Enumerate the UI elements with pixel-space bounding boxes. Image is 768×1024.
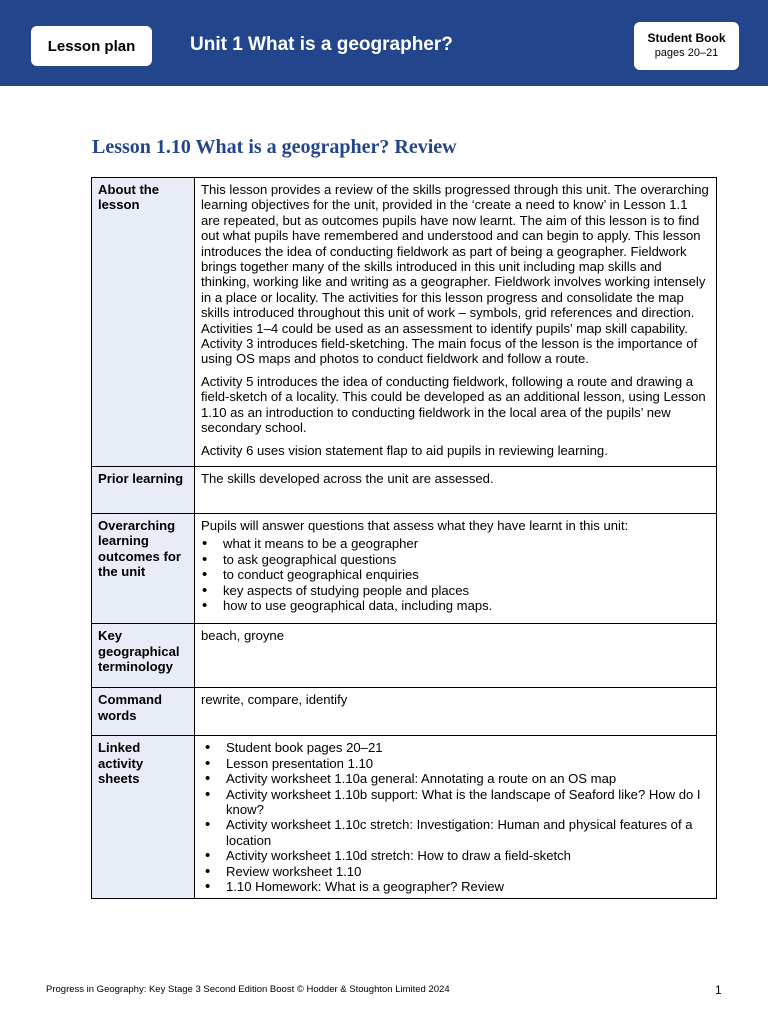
command-words-text: rewrite, compare, identify xyxy=(195,688,717,736)
list-item: • Student book pages 20–21 xyxy=(226,740,710,755)
list-item: • Activity worksheet 1.10d stretch: How to draw a field-sketch xyxy=(226,848,710,863)
list-item: • to ask geographical questions xyxy=(223,552,710,567)
outcomes-list xyxy=(201,536,710,613)
outcomes-intro: Pupils will answer questions that assess what they have learnt in this unit: xyxy=(201,517,629,533)
about-paragraph: Activity 5 introduces the idea of conducting fieldwork, following a route and drawing a field-sketch of a locality. This could be developed as an additional lesson, using Lesson 1.10 as an introduction to conducting fieldwork in the local area of the pupils’ new secondary school. xyxy=(201,373,706,436)
about-paragraph: Activity 6 uses vision statement flap to aid pupils in reviewing learning. xyxy=(201,442,608,458)
list-item: • how to use geographical data, including maps. xyxy=(223,598,710,613)
table-row-prior xyxy=(92,466,717,513)
list-item: • to conduct geographical enquiries xyxy=(223,567,710,582)
table-row-outcomes xyxy=(92,513,717,623)
list-item: • what it means to be a geographer xyxy=(223,536,710,551)
about-paragraph: This lesson provides a review of the skills progressed through this unit. The overarching learning objectives for the unit, provided in the ‘create a need to know’ in Lesson 1.1 are repeated, but as outcomes pupils have now learnt. The aim of this lesson is to find out what pupils have remembered and understood and can begin to apply. This lesson introduces the idea of conducting fieldwork as part of being a geographer. Fieldwork brings together many of the skills introduced in this unit including map skills and thinking, working like and writing as a geographer. Fieldwork involves working intensely in a place or locality. The activities for this lesson progress and consolidate the map skills introduced throughout this unit of work – symbols, grid references and direction. Activities 1–4 could be used as an assessment to identify pupils’ map skill capability. Activity 3 introduces field-sketching. The main focus of the lesson is the importance of using OS maps and photos to conduct fieldwork and follow a route. xyxy=(201,182,709,367)
header-bar xyxy=(0,0,768,86)
about-lesson-content xyxy=(195,178,717,467)
lesson-title: Lesson 1.10 What is a geographer? Review xyxy=(92,136,457,158)
terminology-text: beach, groyne xyxy=(195,624,717,688)
linked-sheets-content xyxy=(195,736,717,899)
table-row-command xyxy=(92,688,717,736)
row-label: Command words xyxy=(92,688,195,736)
list-item: • Lesson presentation 1.10 xyxy=(226,756,710,771)
list-item: • Activity worksheet 1.10a general: Annotating a route on an OS map xyxy=(226,771,710,786)
student-book-label: Student Book xyxy=(647,31,726,45)
row-label: Overarching learning outcomes for the unit xyxy=(92,513,195,623)
table-row-about xyxy=(92,178,717,467)
row-label: Prior learning xyxy=(92,466,195,513)
student-book-pages: pages 20–21 xyxy=(654,47,719,59)
row-label: About the lesson xyxy=(92,178,195,467)
prior-learning-text: The skills developed across the unit are assessed. xyxy=(195,466,717,513)
page-number: 1 xyxy=(715,983,722,997)
row-label: Linked activity sheets xyxy=(92,736,195,899)
footer-copyright: Progress in Geography: Key Stage 3 Second Edition Boost © Hodder & Stoughton Limited 2024 xyxy=(46,984,450,995)
lesson-plan-badge: Lesson plan xyxy=(31,26,152,66)
outcomes-content xyxy=(195,513,717,623)
list-item: • Activity worksheet 1.10b support: What is the landscape of Seaford like? How do I know? xyxy=(226,787,710,818)
unit-title: Unit 1 What is a geographer? xyxy=(190,34,453,55)
linked-sheets-list xyxy=(201,740,710,894)
table-row-terminology xyxy=(92,624,717,688)
table-row-linked xyxy=(92,736,717,899)
lesson-plan-table xyxy=(91,177,717,899)
list-item: • key aspects of studying people and places xyxy=(223,583,710,598)
list-item: • Review worksheet 1.10 xyxy=(226,864,710,879)
row-label: Key geographical terminology xyxy=(92,624,195,688)
student-book-badge xyxy=(634,22,739,70)
list-item: • Activity worksheet 1.10c stretch: Investigation: Human and physical features of a location xyxy=(226,817,710,848)
list-item: • 1.10 Homework: What is a geographer? Review xyxy=(226,879,710,894)
